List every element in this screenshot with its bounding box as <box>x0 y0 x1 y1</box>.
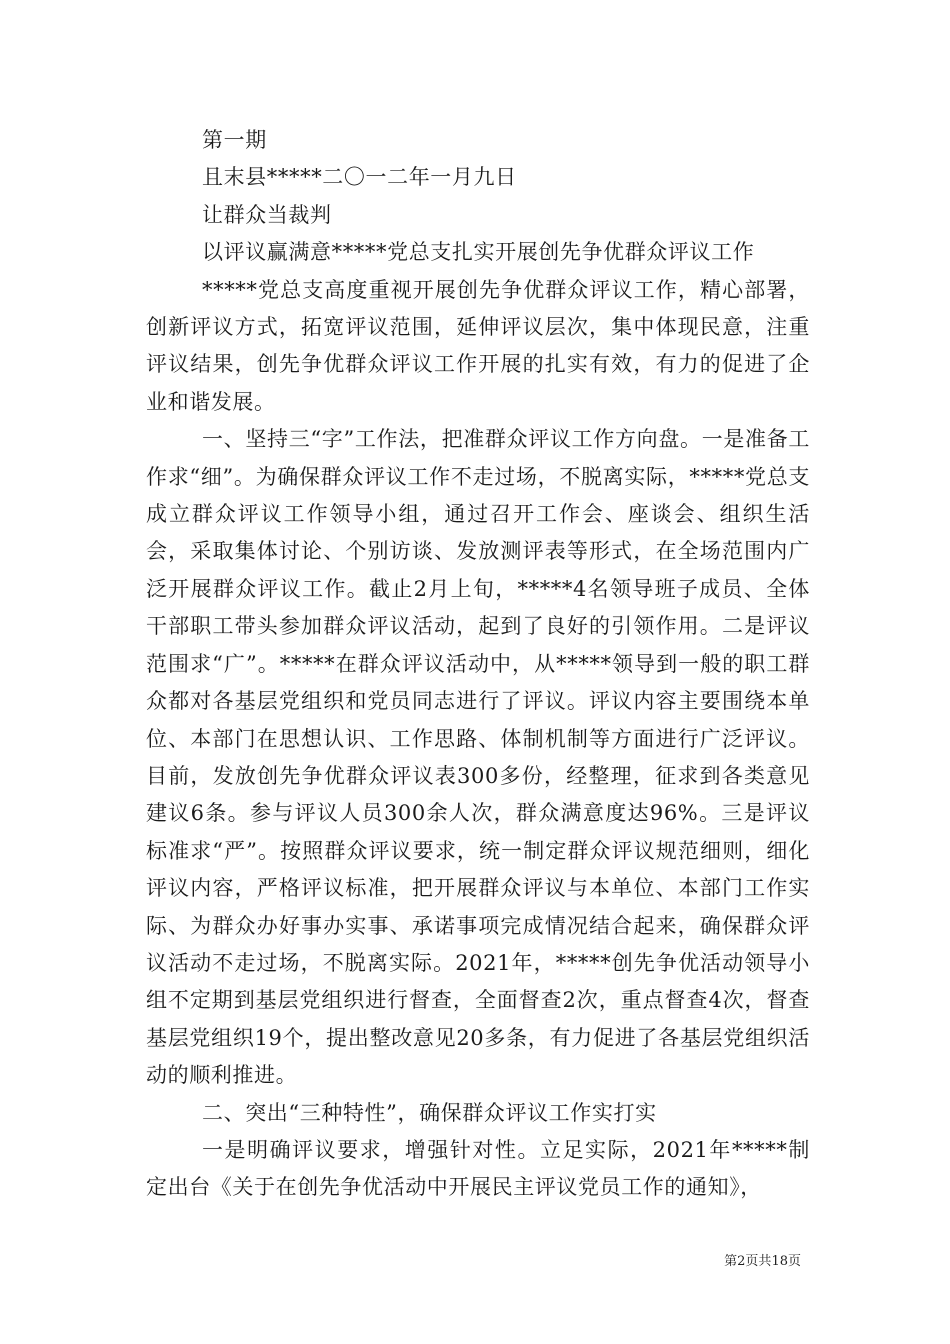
paragraph-section-one: 一、坚持三“字”工作法，把准群众评议工作方向盘。一是准备工作求“细”。为确保群众评议工作不走过场，不脱离实际，*****党总支成立群众评议工作领导小组，通过召开工作会、座谈会、组织生活会，采取集体讨论、个别访谈、发放测评表等形式，在全场范围内广泛开展群众评议工作。截止2月上旬，*****4名领导班子成员、全体干部职工带头参加群众评议活动，起到了良好的引领作用。二是评议范围求“广”。*****在群众评议活动中，从*****领导到一般的职工群众都对各基层党组织和党员同志进行了评议。评议内容主要围绕本单位、本部门在思想认识、工作思路、体制机制等方面进行广泛评议。目前，发放创先争优群众评议表300多份，经整理，征求到各类意见建议6条。参与评议人员300余人次，群众满意度达96%。三是评议标准求“严”。按照群众评议要求，统一制定群众评议规范细则，细化评议内容，严格评议标准，把开展群众评议与本单位、本部门工作实际、为群众办好事办实事、承诺事项完成情况结合起来，确保群众评议活动不走过场，不脱离实际。2021年，*****创先争优活动领导小组不定期到基层党组织进行督查，全面督查2次，重点督查4次，督查基层党组织19个，提出整改意见20多条，有力促进了各基层党组织活动的顺利推进。 <box>146 427 810 1088</box>
paragraph-intro: *****党总支高度重视开展创先争优群众评议工作，精心部署，创新评议方式，拓宽评议范围，延伸评议层次，集中体现民意，注重评议结果，创先争优群众评议工作开展的扎实有效，有力的促进了企业和谐发展。 <box>146 277 810 414</box>
footer-middle: 页共 <box>745 1254 772 1269</box>
date-line: 且末县*****二〇一二年一月九日 <box>202 165 517 190</box>
footer-current-page: 2 <box>737 1254 746 1269</box>
section-two-heading: 二、突出“三种特性”，确保群众评议工作实打实 <box>202 1100 657 1125</box>
page-footer <box>724 1250 801 1269</box>
subheadline: 以评议赢满意*****党总支扎实开展创先争优群众评议工作 <box>202 240 755 265</box>
footer-total-pages: 18 <box>771 1254 788 1269</box>
headline: 让群众当裁判 <box>202 202 332 227</box>
footer-suffix: 页 <box>787 1254 801 1269</box>
paragraph-section-two: 一是明确评议要求，增强针对性。立足实际，2021年*****制定出台《关于在创先争优活动中开展民主评议党员工作的通知》， <box>146 1137 810 1200</box>
issue-number: 第一期 <box>202 128 267 152</box>
footer-prefix: 第 <box>724 1254 738 1269</box>
document-body <box>146 122 810 1207</box>
